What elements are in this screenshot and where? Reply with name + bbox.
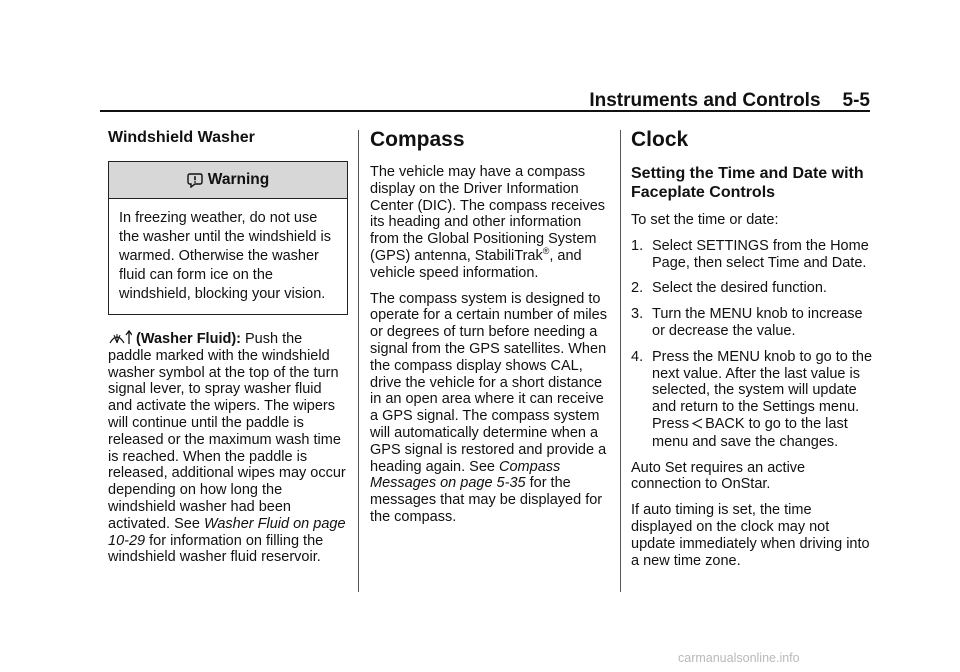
- compass-reference: Compass Messages on page 5-35: [370, 458, 561, 492]
- section-heading: Windshield Washer: [108, 129, 255, 146]
- page-number: 5-5: [842, 90, 870, 111]
- compass-p2-post: for the messages that may be displayed for the compass.: [370, 475, 603, 525]
- compass-paragraph-1: [370, 164, 610, 282]
- washer-label: (Washer Fluid):: [136, 331, 241, 347]
- step-number: 4.: [631, 348, 644, 365]
- list-item: [631, 306, 873, 340]
- warning-title: Warning: [207, 170, 270, 188]
- list-item: [631, 349, 873, 451]
- watermark: carmanualsonline.info: [678, 651, 800, 665]
- registered-mark: ®: [542, 246, 550, 257]
- compass-p1-post: , and vehicle speed information.: [370, 247, 582, 281]
- subsection-heading: Setting the Time and Date with Faceplate Controls: [631, 165, 864, 201]
- compass-p2-text: The compass system is designed to operate for a certain number of miles or degrees of turn before needing a signal from the GPS satellites. When the compass display shows CAL, drive the vehicle for a short distance in an open area where it can receive a GPS signal. The compass system will automatically determine when a GPS signal is restored and provide a heading again. See: [370, 290, 607, 475]
- page-header: [100, 78, 870, 112]
- section-heading-clock: Clock: [631, 128, 689, 151]
- step-text-post: BACK to go to the last menu and save the changes.: [652, 415, 848, 450]
- auto-set-paragraph: Auto Set requires an active connection to OnStar.: [631, 459, 806, 493]
- compass-p1-text: The vehicle may have a compass display on the Driver Information Center (DIC). The compass receives its heading and other information from the Global Positioning System (GPS) antenna, StabiliTrak: [370, 164, 606, 264]
- step-number: 3.: [631, 306, 644, 323]
- step-text: Turn the MENU knob to increase or decrease the value.: [652, 306, 863, 339]
- warning-box: [108, 161, 348, 315]
- washer-reference: Washer Fluid on page 10-29: [108, 515, 346, 549]
- step-number: 2.: [631, 280, 644, 297]
- warning-text: In freezing weather, do not use the washer until the windshield is warmed. Otherwise the washer fluid can form ice on the windshield, blocking your vision.: [119, 210, 331, 302]
- list-item: [631, 280, 873, 297]
- column-compass: [370, 128, 610, 535]
- header-title: Instruments and Controls: [589, 90, 821, 111]
- back-icon: [692, 417, 703, 434]
- clock-intro: To set the time or date:: [631, 212, 779, 228]
- step-text: Select SETTINGS from the Home Page, then select Time and Date.: [652, 237, 869, 271]
- step-text: Select the desired function.: [652, 280, 827, 297]
- section-heading-compass: Compass: [370, 128, 465, 151]
- column-divider: [358, 130, 359, 592]
- washer-tail: for information on filling the windshield washer fluid reservoir.: [108, 532, 324, 566]
- washer-text: Push the paddle marked with the windshield washer symbol at the top of the turn signal lever, to spray washer fluid and activate the wipers. The wipers will continue until the paddle is released or the maximum wash time is reached. When the paddle is released, additional wipes may occur depending on how long the windshield washer had been activated. See: [108, 331, 346, 532]
- column-divider: [620, 130, 621, 592]
- washer-fluid-icon: [108, 329, 132, 345]
- step-text: Press the MENU knob to go to the next value. After the last value is selected, the system will update and return to the Settings menu. Press: [652, 348, 873, 432]
- clock-steps: [631, 238, 873, 451]
- list-item: [631, 238, 873, 272]
- warning-icon: [187, 173, 203, 188]
- warning-header: [109, 162, 347, 199]
- header-rule: [100, 110, 870, 112]
- washer-paragraph: [108, 329, 348, 566]
- auto-timing-paragraph: If auto timing is set, the time displayed on the clock may not update immediately when driving into a new time zone.: [631, 502, 870, 569]
- step-number: 1.: [631, 237, 644, 254]
- column-clock: [631, 128, 873, 578]
- column-windshield-washer: [108, 128, 348, 575]
- compass-paragraph-2: [370, 291, 610, 526]
